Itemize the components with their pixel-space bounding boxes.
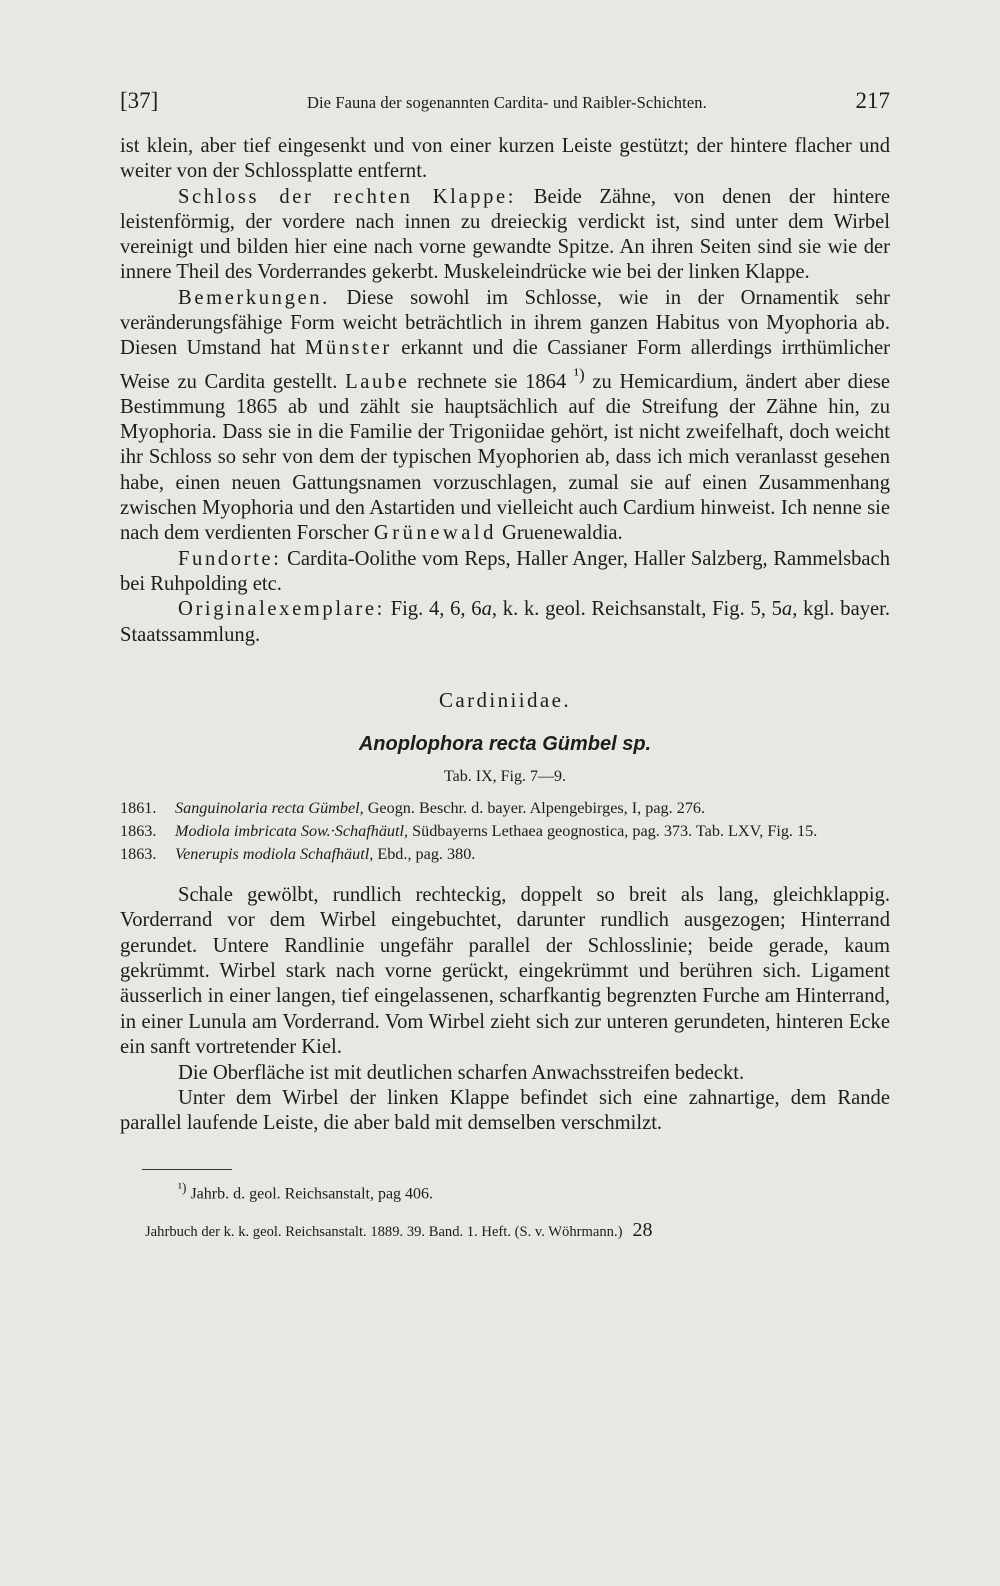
synonym-name: Sanguinolaria recta Gümbel, (175, 798, 364, 817)
paragraph-original-specimens (120, 597, 890, 648)
family-heading: Cardiniidae. (438, 687, 572, 712)
footnote (178, 1180, 890, 1203)
plate-reference: Tab. IX, Fig. 7—9. (444, 767, 566, 785)
synonymy-entry (120, 798, 890, 819)
document-page (120, 88, 890, 1242)
footnote-divider (142, 1169, 232, 1170)
paragraph-text: Cardita-Oolithe vom Reps, Haller Anger, Haller Salzberg, Rammelsbach bei Ruhpolding etc. (120, 547, 890, 595)
synonymy-list (120, 798, 890, 865)
paragraph-text: , k. k. geol. Reichsanstalt, Fig. 5, 5 (491, 598, 782, 621)
paragraph-localities (120, 547, 890, 598)
paragraph-lead: Bemerkungen. (178, 286, 330, 309)
synonymy-year: 1863. (120, 821, 157, 840)
synonymy-text (175, 798, 890, 819)
paragraph-text: erkannt und die Cassianer Form allerdings irrthümlicher Weise zu Cardita gestellt. (120, 337, 890, 393)
footer-journal-line: Jahrbuch der k. k. geol. Reichsanstalt. 1889. 39. Band. 1. Heft. (S. v. Wöhrmann.) (145, 1224, 623, 1241)
author-name: Münster (304, 337, 392, 360)
synonym-name: Modiola imbricata Sow.·Schafhäutl, (175, 821, 409, 840)
paragraph-text: Gruenewaldia. (496, 522, 623, 545)
synonymy-entry (120, 844, 890, 865)
paragraph-right-valve-hinge (120, 185, 890, 286)
paragraph-remarks (120, 286, 890, 547)
page-header (120, 88, 890, 128)
page-bracket-number: [37] (120, 88, 159, 113)
paragraph-lead: Schloss der rechten Klappe: (178, 185, 517, 208)
paragraph-text: , kgl. bayer. Staatssammlung. (120, 598, 891, 646)
paragraph-text: Diese sowohl im Schlosse, wie in der Ornamentik sehr veränderungsfähige Form weicht beträchtlich in ihrem ganzen Habitus von Myophoria ab. Diesen Umstand hat (120, 286, 890, 360)
page-footer (145, 1219, 890, 1242)
synonymy-entry (120, 821, 890, 842)
synonymy-year: 1861. (120, 798, 157, 817)
author-name: Laube (345, 370, 410, 393)
figure-letter: a (781, 598, 793, 621)
synonymy-text (175, 844, 890, 865)
species-heading: Anoplophora recta Gümbel sp. (358, 732, 652, 755)
synonym-name: Venerupis modiola Schafhäutl, (175, 844, 374, 863)
paragraph-lead: Fundorte: (178, 547, 282, 570)
author-name: Grünewald (373, 522, 497, 545)
synonymy-text (175, 821, 890, 842)
paragraph-shell-description: Schale gewölbt, rundlich rechteckig, doppelt so breit als lang, gleichklappig. Vorderrand vor dem Wirbel eingebuchtet, darunter rundlich ausgezogen; Hinterrand gerundet. Untere Randlinie ungefähr parallel der Schlosslinie; beide gerade, kaum gekrümmt. Wirbel stark nach vorne gerückt, eingekrümmt und berühren sich. Ligament äusserlich in einer langen, tief eingelassenen, scharfkantig begrenzten Furche am Hinterrand, in einer Lunula am Vorderrand. Vom Wirbel zieht sich zur unteren gerundeten, hinteren Ecke ein sanft vortretender Kiel. (120, 883, 890, 1059)
synonym-reference: Südbayerns Lethaea geognostica, pag. 373. Tab. LXV, Fig. 15. (408, 821, 818, 840)
paragraph-text: rechnete sie 1864 (409, 370, 574, 393)
synonymy-year: 1863. (120, 844, 157, 863)
paragraph-lead: Originalexemplare: (178, 598, 385, 621)
signature-number: 28 (632, 1219, 653, 1242)
footnote-mark: ¹) (178, 1179, 187, 1195)
paragraph-surface: Die Oberfläche ist mit deutlichen scharfen Anwachsstreifen bedeckt. (178, 1061, 745, 1084)
synonym-reference: Geogn. Beschr. d. bayer. Alpengebirges, I, pag. 276. (363, 798, 706, 817)
figure-letter: a (481, 598, 492, 621)
paragraph-text: Beide Zähne, von denen der hintere leistenförmig, der vordere nach innen zu dreieckig verdickt ist, sind unter dem Wirbel vereinigt und bilden hier eine nach vorne gewandte Spitze. An ihren Seiten sind sie wie der innere Theil des Vorderrandes gekerbt. Muskeleindrücke wie bei der linken Klappe. (120, 185, 890, 284)
body-text-lower (120, 883, 890, 1137)
paragraph-hinge-left-valve: Unter dem Wirbel der linken Klappe befindet sich eine zahnartige, dem Rande parallel laufende Leiste, die aber bald mit demselben verschmilzt. (120, 1087, 890, 1135)
footnote-text: Jahrb. d. geol. Reichsanstalt, pag 406. (186, 1185, 434, 1203)
paragraph-text: Fig. 4, 6, 6 (384, 598, 482, 621)
running-title: Die Fauna der sogenannten Cardita- und Raibler-Schichten. (306, 93, 707, 112)
paragraph-continuation: ist klein, aber tief eingesenkt und von einer kurzen Leiste gestützt; der hintere flacher und weiter von der Schlossplatte entfernt. (120, 135, 890, 183)
synonym-reference: Ebd., pag. 380. (373, 844, 476, 863)
paragraph-text: zu Hemicardium, ändert aber diese Bestimmung 1865 ab und zählt sie hauptsächlich auf die Streifung der Zähne hin, zu Myophoria. Dass sie in die Familie der Trigoniidae gehört, ist nicht zweifelhaft, doch weicht ihr Schloss so sehr von dem der typischen Myophorien ab, dass ich mich veranlasst gesehen habe, einen neuen Gattungsnamen vorzuschlagen, zumal sie auf einen Zusammenhang zwischen Myophoria und den Astartiden und vielleicht auch Cardium hinweist. Ich nenne sie nach dem verdienten Forscher (120, 370, 890, 545)
body-text-upper (120, 134, 890, 648)
page-number: 217 (855, 88, 890, 113)
footnote-reference[interactable]: ¹) (573, 364, 585, 384)
